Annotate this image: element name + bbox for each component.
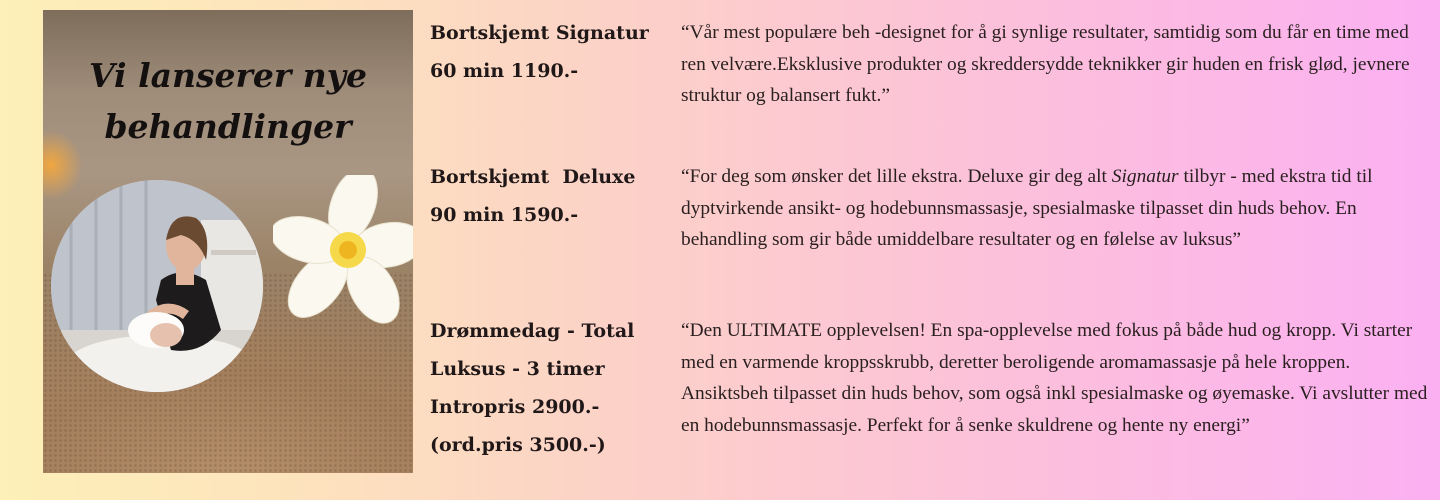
treatment-title: Bortskjemt Signatur	[430, 22, 649, 44]
treatment-price: 90 min 1590.-	[430, 204, 579, 226]
description-emphasis: Signatur	[1111, 166, 1179, 187]
treatment-description	[681, 17, 1433, 112]
treatment-price: 60 min 1190.-	[430, 60, 579, 82]
treatment-title: Drømmedag - Total	[430, 320, 635, 342]
description-text: tilbyr - med ekstra tid til dyptvirkende ansikt- og hodebunnsmassasje, spesialmaske tilpasset din huds behov. En behandling som gir både umiddelbare resultater og en følelse av luksus”	[681, 166, 1373, 250]
treatment-price: Intropris 2900.-	[430, 396, 600, 418]
treatment-description	[681, 161, 1433, 256]
treatment-name	[430, 158, 675, 234]
promo-image	[43, 10, 413, 473]
description-text: “For deg som ønsker det lille ekstra. Deluxe gir deg alt	[681, 166, 1112, 187]
treatment-title: Bortskjemt Deluxe	[430, 166, 636, 188]
promo-title: Vi lanserer nye behandlinger	[89, 56, 367, 146]
description-text: “Den ULTIMATE opplevelsen! En spa-opplevelse med fokus på både hud og kropp. Vi starter med en varmende kroppsskrubb, deretter beroligende aromamassasje på hele kroppen. Ansiktsbeh tilpasset din huds behov, som også inkl spesialmaske og øyemaske. Vi avslutter med en hodebunnsmassasje. Perfekt for å senke skuldrene og hente ny energi”	[681, 320, 1428, 436]
treatment-regular-price: (ord.pris 3500.-)	[430, 434, 606, 456]
treatment-description	[681, 315, 1433, 441]
treatment-title: Luksus - 3 timer	[430, 358, 605, 380]
treatment-name	[430, 14, 675, 90]
treatment-photo	[51, 180, 263, 392]
description-text: “Vår mest populære beh -designet for å gi synlige resultater, samtidig som du får en time med ren velvære.Eksklusive produkter og skreddersydde teknikker gir huden en frisk glød, jevnere struktur og balansert fukt.”	[681, 22, 1410, 106]
plumeria-flower-icon	[273, 175, 413, 325]
treatment-name	[430, 312, 675, 464]
